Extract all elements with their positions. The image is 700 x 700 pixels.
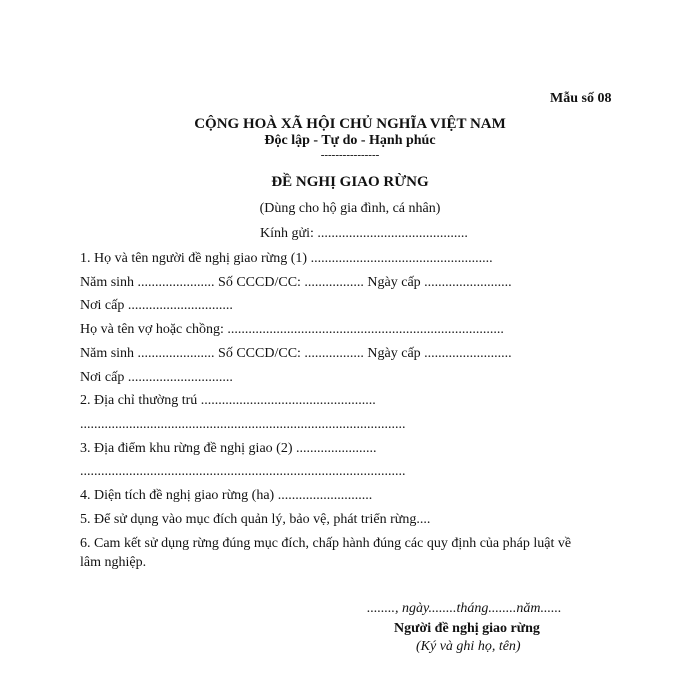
form-line: ............................................................................................. [80, 464, 406, 479]
document-subtitle: (Dùng cho hộ gia đình, cá nhân) [259, 201, 441, 216]
form-line: Năm sinh ...................... Số CCCD/CC: ................. Ngày cấp ......................... [80, 346, 512, 361]
form-line: 4. Diện tích đề nghị giao rừng (ha) ........................... [80, 488, 373, 503]
signature-note: (Ký và ghi họ, tên) [416, 639, 521, 654]
form-line: 5. Để sử dụng vào mục đích quản lý, bảo vệ, phát triển rừng.... [80, 512, 431, 527]
form-line: 6. Cam kết sử dụng rừng đúng mục đích, chấp hành đúng các quy định của pháp luật về [80, 536, 572, 551]
form-line: Họ và tên vợ hoặc chồng: ............................................................................... [80, 322, 504, 337]
header-divider: ---------------- [320, 149, 380, 161]
document-title: ĐỀ NGHỊ GIAO RỪNG [271, 174, 429, 190]
motto: Độc lập - Tự do - Hạnh phúc [264, 133, 436, 148]
form-line: Nơi cấp .............................. [80, 298, 233, 313]
form-line: lâm nghiệp. [80, 555, 147, 570]
signature-title: Người đề nghị giao rừng [394, 621, 540, 636]
signature-date-line: ........, ngày........tháng........năm...... [367, 601, 562, 616]
form-code: Mẫu số 08 [550, 91, 612, 106]
addressee-line: Kính gửi: ........................................... [260, 226, 468, 241]
form-line: 1. Họ và tên người đề nghị giao rừng (1) .................................................... [80, 251, 493, 266]
country-heading: CỘNG HOÀ XÃ HỘI CHỦ NGHĨA VIỆT NAM [194, 116, 506, 132]
form-line: 2. Địa chỉ thường trú .................................................. [80, 393, 376, 408]
form-line: Năm sinh ...................... Số CCCD/CC: ................. Ngày cấp ......................... [80, 275, 512, 290]
form-line: ............................................................................................. [80, 417, 406, 432]
form-line: Nơi cấp .............................. [80, 370, 233, 385]
form-line: 3. Địa điểm khu rừng đề nghị giao (2) ....................... [80, 441, 377, 456]
